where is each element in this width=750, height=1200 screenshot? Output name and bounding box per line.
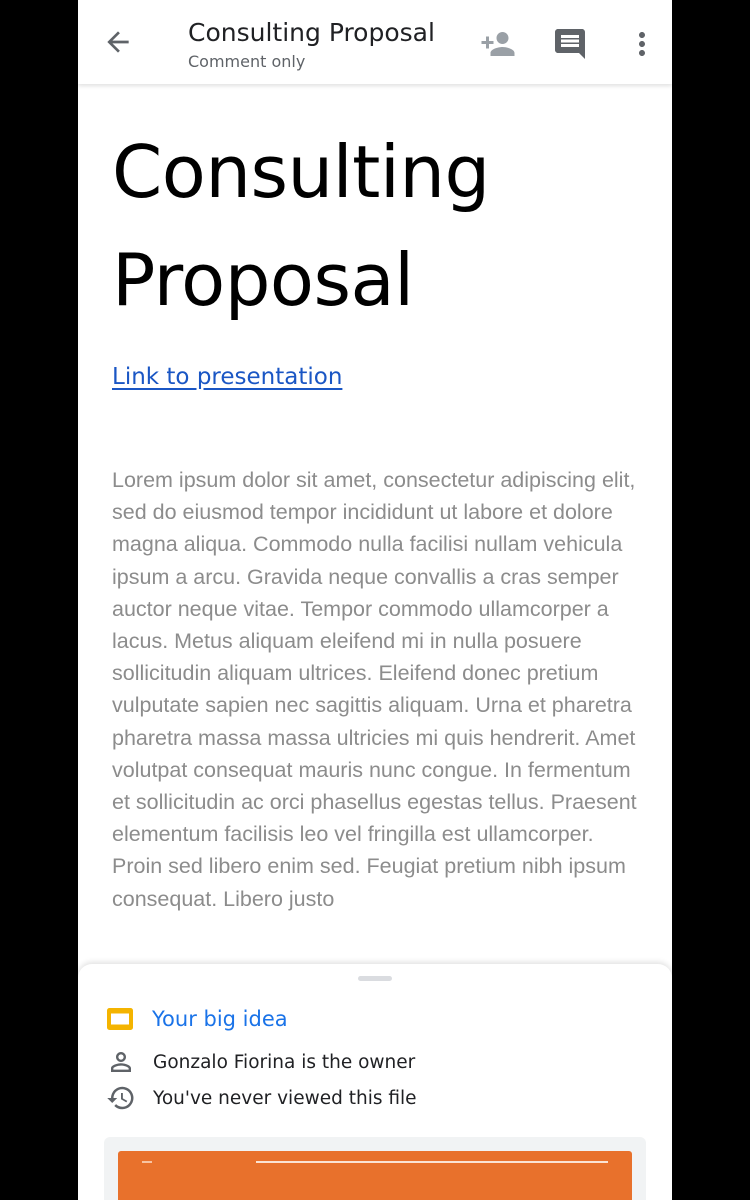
heading-line-2: Proposal bbox=[112, 238, 414, 322]
title-block bbox=[188, 18, 435, 71]
last-viewed-row bbox=[106, 1083, 417, 1113]
comment-icon bbox=[552, 26, 588, 62]
add-person-icon bbox=[480, 26, 516, 62]
body-paragraph: Lorem ipsum dolor sit amet, consectetur adipiscing elit, sed do eiusmod tempor incididunt ut labore et dolore magna aliqua. Commodo nulla facilisi nullam vehicula ipsum a arcu. Gravida neque convallis a cras semper auctor neque vitae. Tempor commodo ullamcorper a lacus. Metus aliquam eleifend mi in nulla posuere sollicitudin aliquam ultrices. Eleifend donec pretium vulputate sapien nec sagittis aliquam. Urna et pharetra pharetra massa massa ultricies mi quis hendrerit. Amet volutpat consequat mauris nunc congue. In fermentum et sollicitudin ac orci phasellus egestas tellus. Praesent elementum facilisis leo vel fringilla est ullamcorper. Proin sed libero enim sed. Feugiat pretium nibh ipsum consequat. Libero justo bbox=[112, 468, 637, 911]
more-vert-icon bbox=[624, 26, 660, 62]
presentation-link[interactable]: Link to presentation bbox=[112, 364, 343, 390]
more-options-button[interactable] bbox=[624, 26, 660, 62]
file-info-bottom-sheet[interactable] bbox=[78, 964, 672, 1200]
phone-screen bbox=[78, 0, 672, 1200]
heading-line-1: Consulting bbox=[112, 130, 490, 214]
document-heading bbox=[112, 118, 490, 334]
comments-button[interactable] bbox=[552, 26, 588, 62]
access-mode-label: Comment only bbox=[188, 52, 306, 71]
history-icon bbox=[106, 1083, 136, 1113]
owner-text: Gonzalo Fiorina is the owner bbox=[153, 1051, 416, 1073]
document-title: Consulting Proposal bbox=[188, 18, 435, 47]
person-icon bbox=[106, 1047, 136, 1077]
slides-icon bbox=[106, 1005, 134, 1033]
viewed-text: You've never viewed this file bbox=[153, 1087, 417, 1109]
share-button[interactable] bbox=[480, 26, 516, 62]
arrow-back-icon bbox=[102, 26, 134, 58]
file-name: Your big idea bbox=[152, 1007, 288, 1031]
owner-row bbox=[106, 1047, 415, 1077]
presentation-thumbnail bbox=[118, 1151, 632, 1200]
document-body[interactable] bbox=[78, 84, 672, 964]
top-app-bar bbox=[78, 0, 672, 84]
drag-handle[interactable] bbox=[358, 976, 392, 981]
thumbnail-rule bbox=[256, 1161, 608, 1163]
back-button[interactable] bbox=[102, 26, 134, 58]
thumbnail-dash bbox=[142, 1161, 152, 1163]
file-title-row[interactable] bbox=[106, 1004, 288, 1034]
file-preview-card[interactable] bbox=[104, 1137, 646, 1200]
